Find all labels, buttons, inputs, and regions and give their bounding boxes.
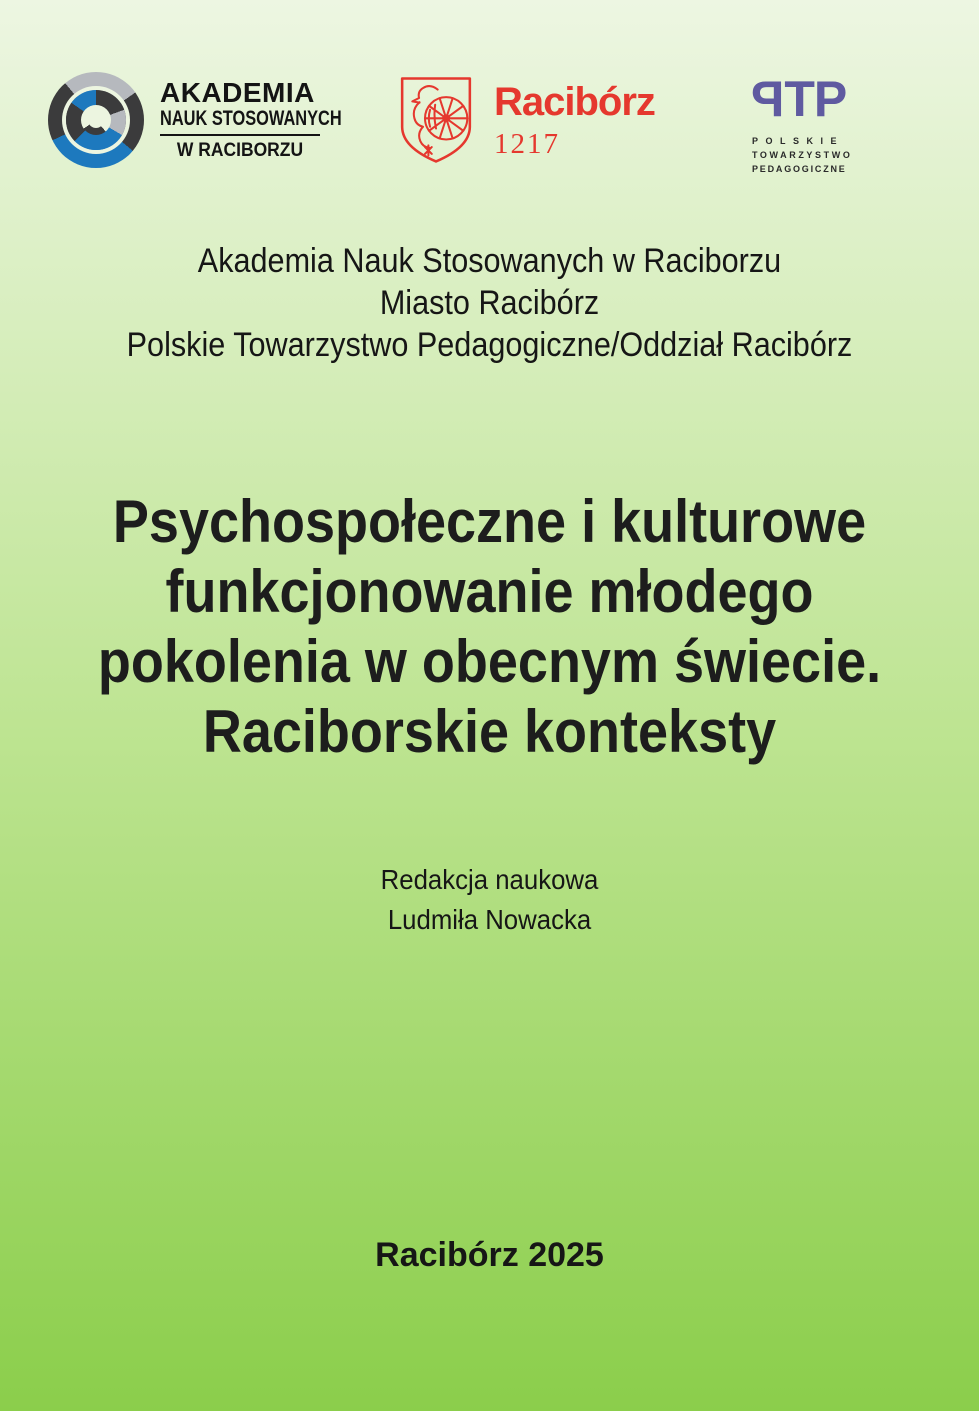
imprint xyxy=(0,1236,979,1275)
city-name: Racibórz xyxy=(494,80,655,124)
publisher-institutions xyxy=(49,240,930,366)
title-line-1: Psychospołeczne i kulturowe xyxy=(112,488,867,555)
academy-location: W RACIBORZU xyxy=(176,140,304,162)
academy-name: AKADEMIA xyxy=(160,76,315,108)
book-title xyxy=(49,487,930,767)
academy-logo-core xyxy=(81,105,111,135)
ptp-name-line3: PEDAGOGICZNE xyxy=(752,164,847,174)
academy-subname: NAUK STOSOWANYCH xyxy=(160,107,342,131)
academy-logo-inner-ring xyxy=(66,90,126,150)
academy-divider xyxy=(160,134,320,136)
raciborz-city-logo xyxy=(396,76,655,164)
academy-logo-icon xyxy=(48,72,144,168)
raciborz-coat-of-arms-icon xyxy=(396,76,476,164)
ptp-mirrored-p: P xyxy=(752,71,785,127)
ptp-tp: TP xyxy=(784,71,847,127)
imprint-city-year: Racibórz 2025 xyxy=(375,1236,604,1274)
ptp-logo xyxy=(752,71,853,174)
raciborz-logo-text xyxy=(494,82,655,161)
editor-label: Redakcja naukowa xyxy=(380,864,599,895)
title-line-3: pokolenia w obecnym świecie. xyxy=(97,628,882,695)
ptp-name-line2: TOWARZYSTWO xyxy=(752,150,853,160)
institution-line-academy: Akademia Nauk Stosowanych w Raciborzu xyxy=(197,242,782,280)
academy-logo-center-dot xyxy=(88,112,104,128)
city-founding-year: 1217 xyxy=(494,128,560,160)
institution-line-city: Miasto Racibórz xyxy=(379,284,600,322)
academy-logo xyxy=(48,72,342,168)
ptp-name-line1: POLSKIE xyxy=(752,136,845,146)
logos-row xyxy=(0,72,979,182)
editor-name: Ludmiła Nowacka xyxy=(387,904,592,935)
academy-logo-text xyxy=(160,76,342,163)
title-line-2: funkcjonowanie młodego xyxy=(165,558,814,625)
editor-block xyxy=(39,860,940,940)
title-line-4: Raciborskie konteksty xyxy=(202,698,777,765)
ptp-acronym-icon xyxy=(752,71,847,127)
institution-line-ptp: Polskie Towarzystwo Pedagogiczne/Oddział Racibórz xyxy=(126,326,853,364)
